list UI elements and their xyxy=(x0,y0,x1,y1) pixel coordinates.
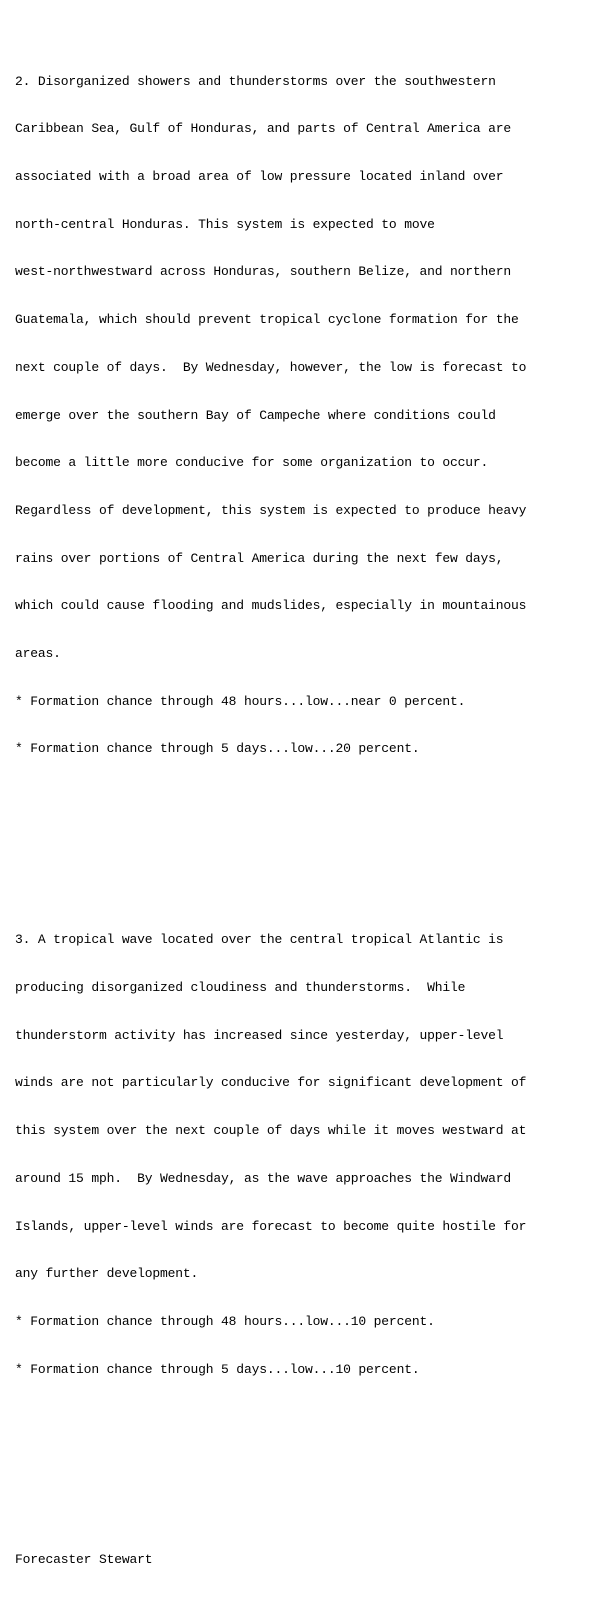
item-3-line: Islands, upper-level winds are forecast to become quite hostile for xyxy=(15,1218,527,1234)
formation-chance-5d: * Formation chance through 5 days...low...10 percent. xyxy=(15,1361,420,1377)
outlook-item-3 xyxy=(15,901,605,1410)
outlook-item-2 xyxy=(15,42,605,789)
paragraph-gap xyxy=(15,1457,605,1473)
item-2-line: Caribbean Sea, Gulf of Honduras, and parts of Central America are xyxy=(15,121,512,137)
item-3-line: this system over the next couple of days while it moves westward at xyxy=(15,1123,527,1139)
item-3-line: thunderstorm activity has increased since yesterday, upper-level xyxy=(15,1027,504,1043)
item-3-line: producing disorganized cloudiness and thunderstorms. While xyxy=(15,980,466,996)
formation-chance-48h: * Formation chance through 48 hours...low...near 0 percent. xyxy=(15,693,466,709)
paragraph-gap xyxy=(15,837,605,853)
item-2-line: north-central Honduras. This system is expected to move xyxy=(15,216,435,232)
item-2-line: areas. xyxy=(15,646,61,662)
item-2-line: associated with a broad area of low pressure located inland over xyxy=(15,169,504,185)
item-2-line: Regardless of development, this system is expected to produce heavy xyxy=(15,502,527,518)
item-2-line: Guatemala, which should prevent tropical cyclone formation for the xyxy=(15,312,519,328)
item-3-line: winds are not particularly conducive for significant development of xyxy=(15,1075,527,1091)
forecaster-name: Forecaster Stewart xyxy=(15,1552,153,1568)
item-2-line: emerge over the southern Bay of Campeche where conditions could xyxy=(15,407,496,423)
item-2-line: 2. Disorganized showers and thunderstorms over the southwestern xyxy=(15,73,496,89)
item-2-line: rains over portions of Central America during the next few days, xyxy=(15,550,504,566)
item-2-line: west-northwestward across Honduras, southern Belize, and northern xyxy=(15,264,512,280)
forecaster-signoff xyxy=(15,1521,605,1601)
item-2-line: next couple of days. By Wednesday, however, the low is forecast to xyxy=(15,359,527,375)
item-3-line: 3. A tropical wave located over the central tropical Atlantic is xyxy=(15,932,504,948)
item-2-line: which could cause flooding and mudslides, especially in mountainous xyxy=(15,598,527,614)
item-2-line: become a little more conducive for some organization to occur. xyxy=(15,455,489,471)
item-3-line: around 15 mph. By Wednesday, as the wave approaches the Windward xyxy=(15,1170,512,1186)
item-3-line: any further development. xyxy=(15,1266,199,1282)
formation-chance-5d: * Formation chance through 5 days...low...20 percent. xyxy=(15,741,420,757)
outlook-text xyxy=(15,10,605,1616)
formation-chance-48h: * Formation chance through 48 hours...low...10 percent. xyxy=(15,1313,435,1329)
